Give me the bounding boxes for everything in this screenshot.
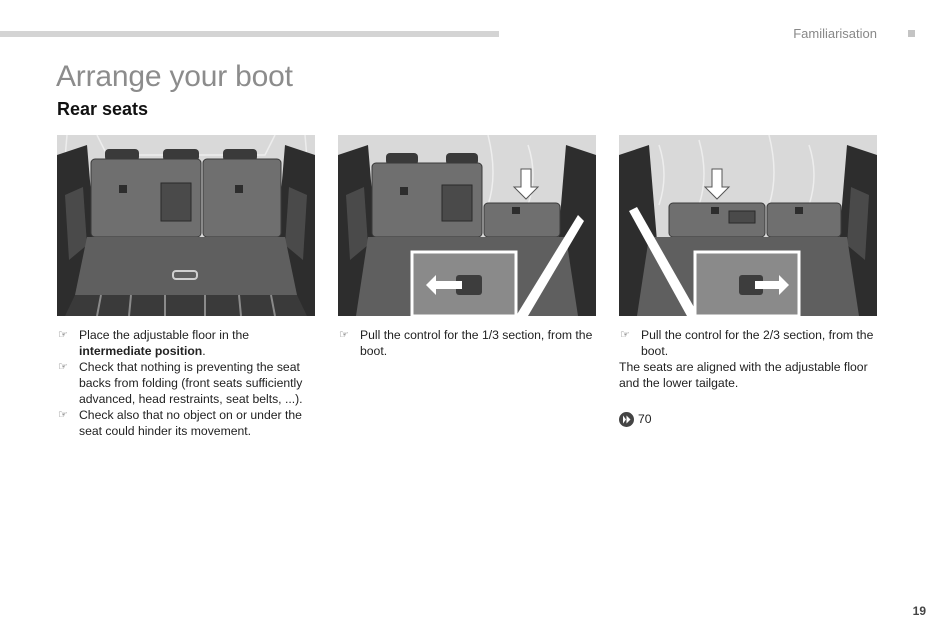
list-item: ☞ Pull the control for the 1/3 section, from the boot. — [339, 328, 593, 358]
section-marker-icon — [908, 30, 915, 37]
hand-pointer-icon: ☞ — [58, 329, 68, 341]
hand-pointer-icon: ☞ — [339, 329, 349, 341]
hand-pointer-icon: ☞ — [58, 361, 68, 373]
list-item: ☞ Check also that no object on or under the seat could hinder its movement. — [58, 408, 302, 438]
note-text: The seats are aligned with the adjustable floor and the lower tailgate. — [619, 360, 868, 390]
page-reference[interactable] — [619, 411, 881, 427]
page-reference-number: 70 — [638, 412, 652, 426]
figure-boot-seats-up — [57, 135, 315, 316]
figure-fold-two-thirds — [619, 135, 877, 316]
text-column-2 — [338, 327, 600, 359]
section-title: Familiarisation — [793, 26, 877, 41]
text-column-1 — [57, 327, 319, 439]
page-title: Arrange your boot — [56, 60, 293, 93]
hand-pointer-icon: ☞ — [620, 329, 630, 341]
page-reference-icon — [619, 412, 634, 427]
list-item: ☞ Pull the control for the 2/3 section, from the boot. — [620, 328, 874, 358]
figure-fold-one-third — [338, 135, 596, 316]
page-subtitle: Rear seats — [57, 99, 149, 119]
page-number: 19 — [912, 604, 926, 618]
header-rule — [0, 31, 499, 37]
list-item: ☞ Place the adjustable floor in the intermediate position. — [58, 328, 250, 358]
list-item: ☞ Check that nothing is preventing the seat backs from folding (front seats sufficiently advanced, head restraints, seat belts, ...). — [58, 360, 303, 406]
hand-pointer-icon: ☞ — [58, 409, 68, 421]
text-column-3 — [619, 327, 881, 427]
